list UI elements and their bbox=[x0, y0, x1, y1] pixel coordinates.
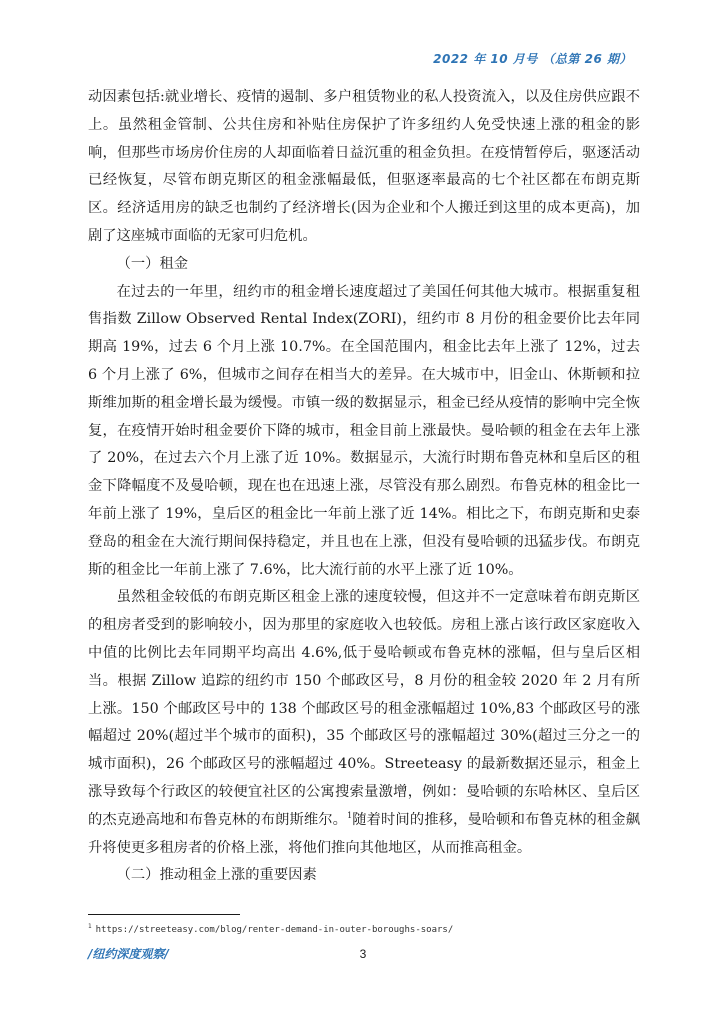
footnote-number: 1 bbox=[88, 923, 92, 930]
footer-brand: /纽约深度观察/ bbox=[88, 947, 169, 961]
footnote-url[interactable]: https://streeteasy.com/blog/renter-demand-in-outer-boroughs-soars/ bbox=[95, 925, 454, 935]
footnote bbox=[88, 923, 453, 935]
section-heading-rent: （一）租金 bbox=[116, 255, 189, 272]
paragraph-2: 在过去的一年里，纽约市的租金增长速度超过了美国任何其他大城市。根据重复租售指数 Zillow Observed Rental Index(ZORI)，纽约市 8 月份的租金要价比去年同期高 19%，过去 6 个月上涨 10.7%。在全国范围内，租金比去年上涨了 12%，过去 6 个月上涨了 6%，但城市之间存在相当大的差异。在大城市中，旧金山、休斯顿和拉斯维加斯的租金增长最为缓慢。市镇一级的数据显示，租金已经从疫情的影响中完全恢复，在疫情开始时租金要价下降的城市，租金目前上涨最快。曼哈顿的租金在去年上涨了 20%，在过去六个月上涨了近 10%。数据显示，大流行时期布鲁克林和皇后区的租金下降幅度不及曼哈顿，现在也在迅速上涨，尽管没有那么剧烈。布鲁克林的租金比一年前上涨了 19%，皇后区的租金比一年前上涨了近 14%。相比之下，布朗克斯和史泰登岛的租金在大流行期间保持稳定，并且也在上涨，但没有曼哈顿的迅猛步伐。布朗克斯的租金比一年前上涨了 7.6%，比大流行前的水平上涨了近 10%。 bbox=[88, 283, 640, 578]
section-heading-drivers: （二）推动租金上涨的重要因素 bbox=[116, 867, 317, 884]
footnote-separator bbox=[88, 914, 240, 915]
paragraph-3-part-b: 随着时间的推移，曼哈顿和布鲁克林的租金飙升将使更多租房者的价格上涨，将他们推向其他地区，从而推高租金。 bbox=[88, 811, 640, 856]
footnote-reference[interactable]: 1 bbox=[347, 810, 353, 820]
paragraph-1: 动因素包括:就业增长、疫情的遏制、多户租赁物业的私人投资流入，以及住房供应跟不上。虽然租金管制、公共住房和补贴住房保护了许多纽约人免受快速上涨的租金的影响，但那些市场房价住房的人却面临着日益沉重的租金负担。在疫情暂停后，驱逐活动已经恢复，尽管布朗克斯区的租金涨幅最低，但驱逐率最高的七个社区都在布朗克斯区。经济适用房的缺乏也制约了经济增长(因为企业和个人搬迁到这里的成本更高)，加剧了这座城市面临的无家可归危机。 bbox=[88, 89, 640, 244]
page-number: 3 bbox=[359, 947, 367, 961]
article-body bbox=[88, 84, 640, 890]
paragraph-3-part-a: 虽然租金较低的布朗克斯区租金上涨的速度较慢，但这并不一定意味着布朗克斯区的租房者受到的影响较小，因为那里的家庭收入也较低。房租上涨占该行政区家庭收入中值的比例比去年同期平均高出 4.6%,低于曼哈顿或布鲁克林的涨幅，但与皇后区相当。根据 Zillow 追踪的纽约市 150 个邮政区号，8 月份的租金较 2020 年 2 月有所上涨。150 个邮政区号中的 138 个邮政区号的租金涨幅超过 10%,83 个邮政区号的涨幅超过 20%(超过半个城市的面积)，35 个邮政区号的涨幅超过 30%(超过三分之一的城市面积)，26 个邮政区号的涨幅超过 40%。Streeteasy 的最新数据还显示，租金上涨导致每个行政区的较便宜社区的公寓搜索量激增，例如：曼哈顿的东哈林区、皇后区的杰克逊高地和布鲁克林的布朗斯维尔。 bbox=[88, 589, 640, 828]
paragraph-3 bbox=[88, 584, 640, 862]
issue-header: 2022 年 10 月号 （总第 26 期） bbox=[433, 52, 632, 66]
